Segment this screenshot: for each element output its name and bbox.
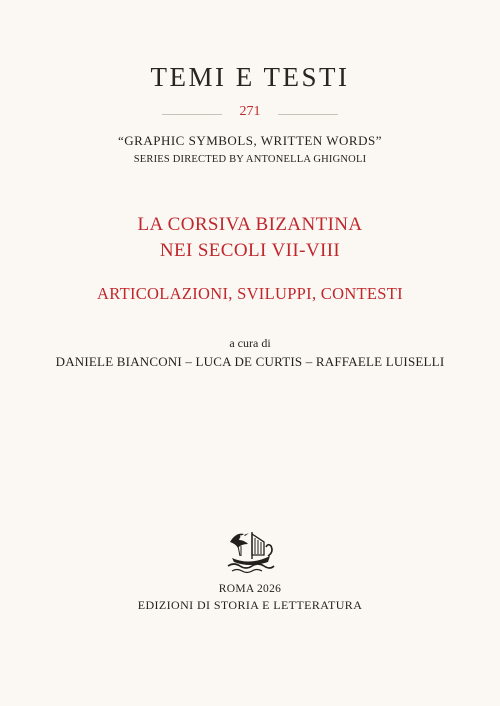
imprint-publisher: EDIZIONI DI STORIA E LETTERATURA: [137, 598, 363, 612]
series-name: TEMI E TESTI: [150, 62, 350, 92]
series-number-block: [0, 104, 500, 124]
book-title-line-1: LA CORSIVA BIZANTINA: [137, 214, 363, 235]
book-subtitle: ARTICOLAZIONI, SVILUPPI, CONTESTI: [97, 284, 403, 303]
right-rule: [278, 114, 338, 115]
collection-director: SERIES DIRECTED BY ANTONELLA GHIGNOLI: [133, 154, 367, 165]
book-title-line-2: NEI SECOLI VII-VIII: [159, 240, 341, 261]
editors-label: a cura di: [229, 336, 271, 350]
ship-bird-emblem-icon: [222, 522, 278, 576]
imprint-place-year: ROMA 2026: [218, 583, 282, 595]
collection-title: “GRAPHIC SYMBOLS, WRITTEN WORDS”: [118, 133, 382, 148]
series-number: 271: [239, 104, 261, 119]
editors-names: DANIELE BIANCONI – LUCA DE CURTIS – RAFFAELE LUISELLI: [55, 354, 445, 369]
